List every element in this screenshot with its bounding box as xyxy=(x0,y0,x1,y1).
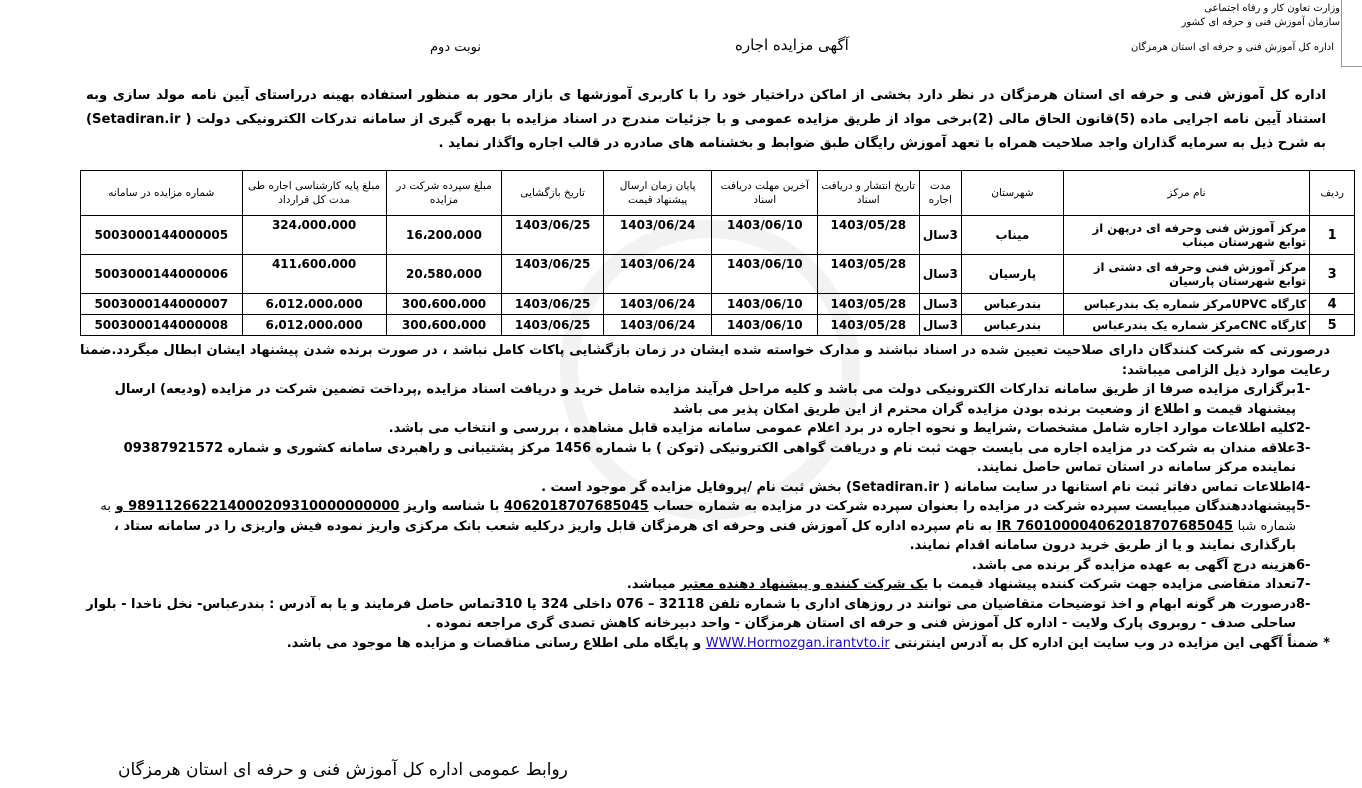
cell-opening-date: 1403/06/25 xyxy=(502,216,604,255)
cell-center: کارگاه UPVCمرکز شماره یک بندرعباس xyxy=(1063,294,1310,315)
cell-deadline: 1403/06/10 xyxy=(712,294,818,315)
header-base-price: مبلغ پایه کارشناسی اجاره طی مدت کل قرارداد xyxy=(242,171,386,216)
cell-deadline: 1403/06/10 xyxy=(712,315,818,336)
cell-duration: 3سال xyxy=(919,294,962,315)
cell-base-price: 411،600،000 xyxy=(242,255,386,294)
header-deadline: آخرین مهلت دریافت اسناد xyxy=(712,171,818,216)
note-text-3: علاقه مندان به شرکت در مزایده اجاره می بایست جهت ثبت نام و دریافت گواهی الکترونیکی (توکن ) با شماره 1456 مرکز پشتیبانی و راهبردی سامانه کشوری و شماره 09387921572 نماینده مرکز سامانه در استان تماس حاصل نمایند. xyxy=(123,440,1296,475)
cell-submit-end: 1403/06/24 xyxy=(603,255,712,294)
ministry-name: وزارت تعاون کار و رفاه اجتماعی xyxy=(1204,3,1340,14)
cell-publish-date: 1403/05/28 xyxy=(818,315,920,336)
note-item-7: -7 تعداد متقاضی مزایده جهت شرکت کننده پیشنهاد قیمت با یک شرکت کننده و پیشنهاد دهنده معتبر میباشد. xyxy=(626,577,1311,592)
cell-row-number: 1 xyxy=(1310,216,1355,255)
note5-text-b: با شناسه واریز xyxy=(404,499,500,514)
cell-submit-end: 1403/06/24 xyxy=(603,216,712,255)
cell-deposit: 300،600،000 xyxy=(386,294,502,315)
note7-text-b: میباشد. xyxy=(626,577,676,592)
table-row xyxy=(81,315,1355,336)
cell-deposit: 16،200،000 xyxy=(386,216,502,255)
header-submit-end: پایان زمان ارسال پیشنهاد قیمت xyxy=(603,171,712,216)
conditions-paragraph: درصورتی که شرکت کنندگان دارای صلاحیت تعیین شده در اسناد نباشند و مدارک خواسته شده ایشان در زمان بازگشایی پاکات کامل نباشد ، در صورت برنده شدن پیشنهاد ایشان ابطال میگردد.ضمنا رعایت موارد ذیل الزامی میباشد: xyxy=(80,343,1330,378)
cell-auction-number: 5003000144000007 xyxy=(81,294,243,315)
website-link[interactable]: WWW.Hormozgan.irantvto.ir xyxy=(705,635,890,651)
table-header-row xyxy=(81,171,1355,216)
table-row xyxy=(81,294,1355,315)
cell-row-number: 5 xyxy=(1310,315,1355,336)
cell-deposit: 300،600،000 xyxy=(386,315,502,336)
header-deposit: مبلغ سپرده شرکت در مزایده xyxy=(386,171,502,216)
auction-table xyxy=(80,170,1355,336)
cell-auction-number: 5003000144000005 xyxy=(81,216,243,255)
note-item-5: -5 پیشنهاددهندگان میبایست سپرده شرکت در مزایده را بعنوان سپرده شرکت در مزایده به شماره حساب 4062018707685045 با شناسه واریز 989112662214000209310000000000 و به شماره شبا IR 760100004062018707685045 به نام سپرده اداره کل آموزش فنی وحرفه ای هرمزگان قابل واریز درکلیه شعب بانک مرکزی واریز نموده فیش واریزی را در سامانه ستاد ، بارگذاری نمایند و یا از طریق خرید درون سامانه اقدام نمایند. xyxy=(100,499,1311,553)
cell-city: میناب xyxy=(962,216,1064,255)
note-item-6: -6 هزینه درج آگهی به عهده مزایده گر برنده می باشد. xyxy=(80,556,1330,576)
cell-center: مرکز آموزش فنی وحرفه ای دشتی از توابع شهرستان پارسیان xyxy=(1063,255,1310,294)
page-title: آگهی مزایده اجاره xyxy=(735,36,849,54)
note-item-3: -3 علاقه مندان به شرکت در مزایده اجاره می بایست جهت ثبت نام و دریافت گواهی الکترونیکی (توکن ) با شماره 1456 مرکز پشتیبانی و راهبردی سامانه کشوری و شماره 09387921572 نماینده مرکز سامانه در استان تماس حاصل نمایند. xyxy=(80,439,1330,478)
note5-text-d: به نام سپرده اداره کل آموزش فنی وحرفه ای هرمزگان قابل واریز درکلیه شعب بانک مرکزی واریز نموده فیش واریزی را در سامانه ستاد ، بارگذاری نمایند و یا از طریق خرید درون سامانه اقدام نمایند. xyxy=(114,518,1296,553)
cell-publish-date: 1403/05/28 xyxy=(818,216,920,255)
intro-paragraph: اداره کل آموزش فنی و حرفه ای استان هرمزگان در نظر دارد بخشی از اماکن دراختیار خود را با کاربری آموزشها ی بازار محور به منظور استفاده بهینه درراستای آیین نامه مولد سازی وبه استناد آیین نامه اجرایی ماده (5)قانون الحاق مالی (2)برخی مواد از طریق مزایده عمومی و با جزئیات مندرج در اسناد مزایده با بهره گیری از سامانه تدرکات الکترونیکی دولت ( Setadiran.ir) به شرح ذیل به سرمایه گذاران واجد صلاحیت همراه با تعهد آموزش رایگان طبق ضوابط و بخشنامه های صادره در قالب اجاره واگذار نماید . xyxy=(86,88,1326,151)
logo-frame xyxy=(1341,0,1362,67)
cell-city: پارسیان xyxy=(962,255,1064,294)
cell-publish-date: 1403/05/28 xyxy=(818,255,920,294)
cell-base-price: 6،012،000،000 xyxy=(242,315,386,336)
note-item-8: -8 درصورت هر گونه ابهام و اخذ توضیحات متقاضیان می توانند در روزهای اداری با شماره تلفن 32118 – 076 داخلی 324 یا 310تماس حاصل فرمایند و یا به آدرس : بندرعباس- نخل ناخدا - بلوار ساحلی صدف - روبروی پارک ولایت - اداره کل آموزش فنی و حرفه ای استان هرمزگان - واحد دبیرخانه کاهش تصدی گری مراجعه نموده . xyxy=(80,595,1330,634)
sheba-number: IR 760100004062018707685045 xyxy=(996,518,1234,534)
cell-center: کارگاه CNCمرکز شماره یک بندرعباس xyxy=(1063,315,1310,336)
header-center: نام مرکز xyxy=(1063,171,1310,216)
note-text-8: درصورت هر گونه ابهام و اخذ توضیحات متقاضیان می توانند در روزهای اداری با شماره تلفن 32118 – 076 داخلی 324 یا 310تماس حاصل فرمایند و یا به آدرس : بندرعباس- نخل ناخدا - بلوار ساحلی صدف - روبروی پارک ولایت - اداره کل آموزش فنی و حرفه ای استان هرمزگان - واحد دبیرخانه کاهش تصدی گری مراجعه نموده . xyxy=(86,596,1296,631)
note7-underlined: یک شرکت کننده و پیشنهاد دهنده معتبر xyxy=(680,577,929,592)
cell-deadline: 1403/06/10 xyxy=(712,255,818,294)
header-publish-date: تاریخ انتشار و دریافت اسناد xyxy=(818,171,920,216)
website-note xyxy=(80,634,1330,654)
table-row xyxy=(81,255,1355,294)
header-row-number: ردیف xyxy=(1310,171,1355,216)
note7-text-a: تعداد متقاضی مزایده جهت شرکت کننده پیشنهاد قیمت با xyxy=(932,577,1296,592)
header-duration: مدت اجاره xyxy=(919,171,962,216)
header-auction-number: شماره مزایده در سامانه xyxy=(81,171,243,216)
header-opening-date: تاریخ بازگشایی xyxy=(502,171,604,216)
cell-auction-number: 5003000144000006 xyxy=(81,255,243,294)
cell-row-number: 3 xyxy=(1310,255,1355,294)
note-text-1: برگزاری مزایده صرفا از طریق سامانه تدارکات الکترونیکی دولت می باشد و کلیه مراحل فرآیند مزایده شامل خرید و دریافت اسناد مزایده ,پرداخت تضمین شرکت در مزایده (ودیعه) ارسال پیشنهاد قیمت و اطلاع از وضعیت برنده بودن مزایده گران محترم از این طریق امکان پذیر می باشد xyxy=(114,382,1296,417)
note5-text-c: به شماره شبا xyxy=(100,499,1296,534)
note-item-1: -1 برگزاری مزایده صرفا از طریق سامانه تدارکات الکترونیکی دولت می باشد و کلیه مراحل فرآیند مزایده شامل خرید و دریافت اسناد مزایده ,پرداخت تضمین شرکت در مزایده (ودیعه) ارسال پیشنهاد قیمت و اطلاع از وضعیت برنده بودن مزایده گران محترم از این طریق امکان پذیر می باشد xyxy=(80,380,1330,419)
deposit-id: 989112662214000209310000000000 و xyxy=(115,499,400,514)
notes-section xyxy=(80,341,1330,653)
cell-opening-date: 1403/06/25 xyxy=(502,294,604,315)
note-text-2: کلیه اطلاعات موارد اجاره شامل مشخصات ,شرایط و نحوه اجاره در برد اعلام عمومی سامانه مزایده قابل مشاهده ، بررسی و انتخاب می باشد. xyxy=(388,421,1296,436)
cell-city: بندرعباس xyxy=(962,315,1064,336)
department-name: اداره کل آموزش فنی و حرفه ای استان هرمزگان xyxy=(1131,42,1334,53)
cell-base-price: 324،000،000 xyxy=(242,216,386,255)
cell-publish-date: 1403/05/28 xyxy=(818,294,920,315)
website-text-b: و پایگاه ملی اطلاع رسانی مناقصات و مزایده ها موجود می باشد. xyxy=(286,635,702,651)
cell-auction-number: 5003000144000008 xyxy=(81,315,243,336)
note-item-2: -2 کلیه اطلاعات موارد اجاره شامل مشخصات ,شرایط و نحوه اجاره در برد اعلام عمومی سامانه مزایده قابل مشاهده ، بررسی و انتخاب می باشد. xyxy=(80,419,1330,439)
note5-text-a: پیشنهاددهندگان میبایست سپرده شرکت در مزایده را بعنوان سپرده شرکت در مزایده به شماره حساب xyxy=(653,499,1296,514)
header-city: شهرستان xyxy=(962,171,1064,216)
note-text-4: اطلاعات تماس دفاتر ثبت نام استانها در سایت سامانه ( Setadiran.ir) بخش ثبت نام /پروفایل مزایده گر موجود است . xyxy=(541,479,1296,495)
cell-row-number: 4 xyxy=(1310,294,1355,315)
organization-name: سازمان آموزش فنی و حرفه ای کشور xyxy=(1181,17,1340,28)
round-label: نوبت دوم xyxy=(430,40,481,55)
cell-deposit: 20،580،000 xyxy=(386,255,502,294)
cell-opening-date: 1403/06/25 xyxy=(502,255,604,294)
cell-duration: 3سال xyxy=(919,315,962,336)
cell-opening-date: 1403/06/25 xyxy=(502,315,604,336)
table-row xyxy=(81,216,1355,255)
cell-base-price: 6،012،000،000 xyxy=(242,294,386,315)
account-number: 4062018707685045 xyxy=(503,499,649,514)
cell-submit-end: 1403/06/24 xyxy=(603,315,712,336)
note-text-6: هزینه درج آگهی به عهده مزایده گر برنده می باشد. xyxy=(971,557,1296,573)
cell-duration: 3سال xyxy=(919,255,962,294)
cell-city: بندرعباس xyxy=(962,294,1064,315)
website-text-a: * ضمناً آگهی این مزایده در وب سایت این اداره کل به آدرس اینترنتی xyxy=(894,635,1330,651)
cell-deadline: 1403/06/10 xyxy=(712,216,818,255)
note-item-4: -4 اطلاعات تماس دفاتر ثبت نام استانها در سایت سامانه ( Setadiran.ir) بخش ثبت نام /پروفایل مزایده گر موجود است . xyxy=(80,478,1330,498)
cell-submit-end: 1403/06/24 xyxy=(603,294,712,315)
cell-center: مرکز آموزش فنی وحرفه ای درپهن از توابع شهرستان میناب xyxy=(1063,216,1310,255)
footer-signature: روابط عمومی اداره کل آموزش فنی و حرفه ای استان هرمزگان xyxy=(118,760,568,780)
cell-duration: 3سال xyxy=(919,216,962,255)
